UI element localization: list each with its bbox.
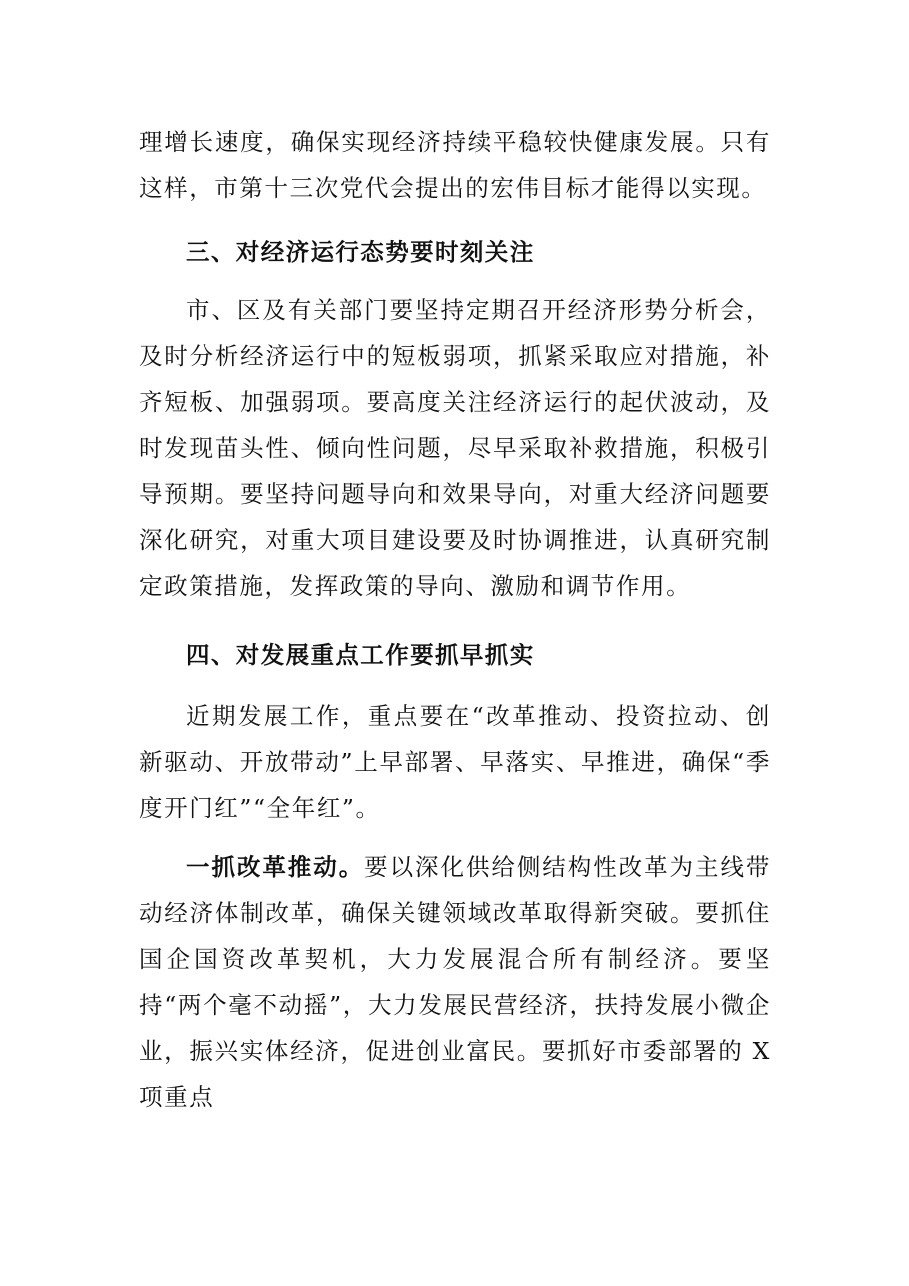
paragraph-reform-lead: 一抓改革推动。 (186, 853, 365, 881)
paragraph-reform (139, 844, 771, 1120)
paragraph-continuation: 理增长速度，确保实现经济持续平稳较快健康发展。只有这样，市第十三次党代会提出的宏伟目标才能得以实现。 (139, 128, 771, 202)
paragraph-reform-body: 要以深化供给侧结构性改革为主线带动经济体制改革，确保关键领域改革取得新突破。要抓住国企国资改革契机，大力发展混合所有制经济。要坚持“两个毫不动摇”，大力发展民营经济，扶持发展小微企业，振兴实体经济，促进创业富民。要抓好市委部署的 X 项重点 (139, 853, 771, 1111)
paragraph-section-3: 市、区及有关部门要坚持定期召开经济形势分析会，及时分析经济运行中的短板弱项，抓紧采取应对措施，补齐短板、加强弱项。要高度关注经济运行的起伏波动，及时发现苗头性、倾向性问题，尽早采取补救措施，积极引导预期。要坚持问题导向和效果导向，对重大经济问题要深化研究，对重大项目建设要及时协调推进，认真研究制定政策措施，发挥政策的导向、激励和调节作用。 (139, 296, 771, 600)
section-heading-3: 三、对经济运行态势要时刻关注 (186, 238, 535, 266)
section-heading-4: 四、对发展重点工作要抓早抓实 (186, 641, 535, 669)
paragraph-section-4: 近期发展工作，重点要在“改革推动、投资拉动、创新驱动、开放带动”上早部署、早落实、早推进，确保“季度开门红”“全年红”。 (139, 702, 771, 822)
